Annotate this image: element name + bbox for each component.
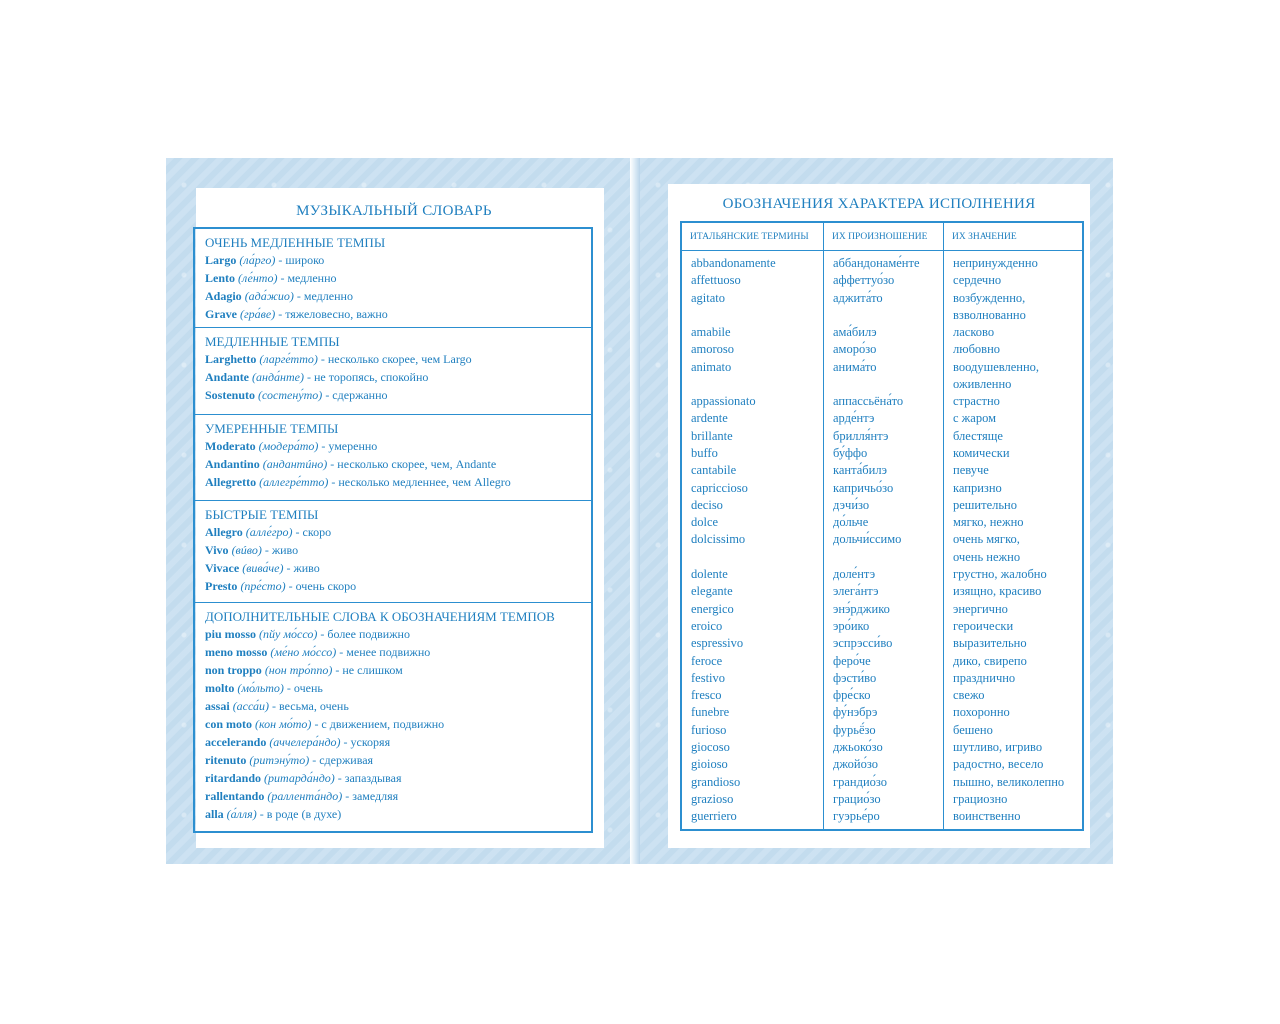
entry-pronunciation: (ме́но мо́ссо) (270, 645, 337, 659)
entry-pronunciation: (кон мо́то) (255, 717, 312, 731)
pronunciation-cell: арде́нтэ (833, 411, 875, 426)
italian-term-cell: buffo (691, 445, 718, 460)
meaning-cell: свежо (953, 688, 985, 703)
meaning-cell: взволнованно (953, 307, 1026, 322)
entry-term: ritardando (205, 771, 262, 785)
italian-term-cell: capriccioso (691, 480, 748, 495)
entry-meaning: - сдерживая (309, 753, 374, 767)
entry-term: Presto (205, 579, 238, 593)
italian-term-cell: feroce (691, 653, 723, 668)
entry-pronunciation: (нон тро́ппо) (264, 663, 333, 677)
left-page-title: МУЗЫКАЛЬНЫЙ СЛОВАРЬ (296, 203, 492, 219)
entry-meaning: - несколько скорее, чем Largo (317, 352, 472, 366)
entry-term: assai (205, 699, 230, 713)
italian-term-cell: funebre (691, 705, 730, 720)
entry-term: ritenuto (205, 753, 247, 767)
meaning-cell: любовно (953, 342, 1001, 357)
pronunciation-cell: феро́че (833, 653, 871, 668)
italian-term-cell: amoroso (691, 342, 735, 357)
entry-pronunciation: (пре́сто) (240, 579, 286, 593)
pronunciation-cell: до́льче (833, 515, 869, 530)
meaning-cell: радостно, весело (953, 757, 1044, 772)
dictionary-entry (205, 541, 591, 559)
entry-term: Largo (205, 253, 237, 267)
entry-pronunciation: (ларге́тто) (259, 352, 318, 366)
entry-pronunciation: (модера́то) (258, 439, 319, 453)
italian-term-cell: appassionato (691, 394, 756, 408)
italian-term-cell: dolce (691, 515, 719, 530)
dictionary-entry (205, 643, 591, 661)
dictionary-entry (205, 523, 591, 541)
entry-meaning: - медленно (277, 271, 337, 285)
entry-meaning: - не торопясь, спокойно (303, 370, 429, 384)
entry-pronunciation: (асса́и) (232, 699, 270, 713)
section-heading: ОЧЕНЬ МЕДЛЕННЫЕ ТЕМПЫ (205, 235, 386, 250)
pronunciation-cell: эро́ико (833, 618, 870, 633)
meaning-cell: очень нежно (953, 549, 1021, 564)
entry-meaning: - живо (283, 561, 320, 575)
meaning-cell: с жаром (953, 411, 997, 426)
pronunciation-cell: канта́билэ (833, 463, 887, 478)
dictionary-entry (205, 455, 591, 473)
pronunciation-cell: аббандонаме́нте (833, 256, 920, 270)
meaning-cell: капризно (953, 480, 1002, 495)
pronunciation-cell: аджита́то (833, 290, 883, 305)
italian-term-cell: brillante (691, 428, 733, 443)
entry-meaning: - умеренно (318, 439, 378, 453)
right-page-title: ОБОЗНАЧЕНИЯ ХАРАКТЕРА ИСПОЛНЕНИЯ (722, 196, 1036, 212)
dictionary-entry (205, 625, 591, 643)
italian-term-cell: elegante (691, 584, 733, 599)
pronunciation-cell: фу́нэбрэ (833, 705, 878, 720)
tempo-section (195, 229, 591, 328)
entry-term: Vivo (205, 543, 229, 557)
tempo-section (195, 501, 591, 603)
tempo-dictionary (193, 227, 593, 833)
dictionary-entry (205, 805, 591, 823)
pronunciation-cell: грандио́зо (833, 774, 888, 789)
pronunciation-cell: джьоко́зо (833, 740, 883, 754)
section-heading: ДОПОЛНИТЕЛЬНЫЕ СЛОВА К ОБОЗНАЧЕНИЯМ ТЕМПОВ (205, 609, 555, 624)
dictionary-entry (205, 287, 591, 305)
italian-term-cell: abbandonamente (691, 256, 776, 270)
italian-term-cell: espressivo (691, 636, 744, 651)
performance-character-table (680, 221, 1084, 831)
dictionary-entry (205, 733, 591, 751)
meaning-cell: грациозно (953, 791, 1008, 806)
entry-pronunciation: (андантúно) (262, 457, 328, 471)
pronunciation-cell: гуэрье́ро (833, 809, 880, 824)
entry-pronunciation: (гра́ве) (240, 307, 276, 321)
pronunciation-cell: аппассьёна́то (833, 394, 904, 408)
entry-term: meno mosso (205, 645, 268, 659)
entry-meaning: - весьма, очень (269, 699, 349, 713)
entry-pronunciation: (мо́льто) (237, 681, 284, 695)
table-header (682, 223, 1082, 251)
entry-meaning: - запаздывая (334, 771, 402, 785)
pronunciation-cell: брилля́нтэ (833, 428, 889, 443)
entry-term: Andante (205, 370, 250, 384)
pronunciation-cell: ама́билэ (833, 325, 877, 339)
entry-pronunciation: (вúво) (231, 543, 262, 557)
entry-pronunciation: (ритарда́ндо) (264, 771, 335, 785)
dictionary-entry (205, 473, 591, 491)
entry-meaning: - живо (261, 543, 299, 557)
entry-pronunciation: (ритэну́то) (249, 753, 310, 767)
dictionary-entry (205, 350, 591, 368)
italian-term-cell: eroico (691, 618, 723, 633)
meaning-cell: ласково (953, 325, 995, 339)
entry-term: Andantino (205, 457, 260, 471)
meaning-cell: непринужденно (953, 256, 1038, 270)
pronunciation-cell: дэчи́зо (833, 497, 870, 512)
entry-pronunciation: (пйу мо́ссо) (259, 627, 318, 641)
pronunciation-cell: доле́нтэ (833, 567, 876, 581)
meaning-cell: певуче (953, 463, 989, 478)
book-gutter (630, 158, 640, 864)
entry-meaning: - замедляя (342, 789, 399, 803)
meaning-cell: выразительно (953, 636, 1027, 651)
italian-term-cell: cantabile (691, 463, 737, 478)
entry-pronunciation: (вива́че) (242, 561, 284, 575)
tempo-section (195, 415, 591, 501)
meaning-cell: воодушевленно, (953, 359, 1040, 374)
entry-pronunciation: (анда́нте) (252, 370, 304, 384)
entry-term: Lento (205, 271, 235, 285)
section-heading: БЫСТРЫЕ ТЕМПЫ (205, 507, 319, 522)
section-heading: МЕДЛЕННЫЕ ТЕМПЫ (205, 334, 340, 349)
tempo-section (195, 328, 591, 415)
dictionary-entry (205, 769, 591, 787)
italian-term-cell: agitato (691, 290, 726, 305)
entry-pronunciation: (а́лля) (226, 807, 257, 821)
italian-term-cell: guerriero (691, 809, 737, 824)
italian-term-cell: giocoso (691, 740, 730, 754)
header-meaning: ИХ ЗНАЧЕНИЕ (952, 232, 1017, 242)
entry-meaning: - медленно (293, 289, 353, 303)
dictionary-entry (205, 787, 591, 805)
entry-pronunciation: (аллегре́тто) (259, 475, 329, 489)
dictionary-entry (205, 661, 591, 679)
dictionary-entry (205, 368, 591, 386)
entry-meaning: - с движением, подвижно (311, 717, 445, 731)
meaning-cell: празднично (953, 670, 1016, 685)
section-heading: УМЕРЕННЫЕ ТЕМПЫ (205, 421, 339, 436)
entry-term: Vivace (205, 561, 240, 575)
entry-meaning: - в роде (в духе) (256, 807, 342, 821)
meaning-cell: решительно (953, 497, 1018, 512)
entry-meaning: - очень (283, 681, 323, 695)
entry-meaning: - скоро (292, 525, 332, 539)
italian-term-cell: amabile (691, 325, 731, 339)
pronunciation-cell: эспрэсси́во (833, 636, 893, 651)
dictionary-entry (205, 269, 591, 287)
entry-pronunciation: (ла́рго) (239, 253, 276, 267)
header-italian-terms: ИТАЛЬЯНСКИЕ ТЕРМИНЫ (690, 232, 809, 242)
italian-term-cell: furioso (691, 722, 727, 737)
dictionary-entry (205, 715, 591, 733)
pronunciation-cell: аффеттуо́зо (833, 273, 895, 288)
meaning-cell: изящно, красиво (953, 584, 1042, 599)
italian-term-cell: deciso (691, 497, 723, 512)
entry-term: non troppo (205, 663, 262, 677)
meaning-cell: пышно, великолепно (953, 774, 1065, 789)
entry-term: Adagio (205, 289, 242, 303)
pronunciation-cell: анима́то (833, 359, 877, 374)
entry-meaning: - несколько медленнее, чем Allegro (328, 475, 511, 489)
dictionary-entry (205, 697, 591, 715)
italian-term-cell: grandioso (691, 774, 741, 789)
meaning-cell: сердечно (953, 273, 1002, 288)
italian-term-cell: energico (691, 601, 734, 616)
entry-term: molto (205, 681, 235, 695)
entry-meaning: - сдержанно (322, 388, 388, 402)
italian-term-cell: affettuoso (691, 273, 741, 288)
meaning-cell: возбужденно, (953, 290, 1026, 305)
meaning-cell: шутливо, игриво (953, 740, 1043, 754)
pronunciation-cell: джойо́зо (833, 757, 878, 772)
pronunciation-cell: элега́нтэ (833, 584, 879, 599)
entry-term: Grave (205, 307, 237, 321)
entry-meaning: - тяжеловесно, важно (275, 307, 388, 321)
dictionary-entry (205, 679, 591, 697)
dictionary-entry (205, 305, 591, 323)
meaning-cell: дико, свирепо (953, 653, 1027, 668)
entry-meaning: - более подвижно (317, 627, 410, 641)
pronunciation-cell: дольчи́ссимо (833, 532, 902, 547)
italian-term-cell: gioioso (691, 757, 728, 772)
pronunciation-cell: энэ́рджико (833, 601, 890, 616)
pronunciation-cell: аморо́зо (833, 342, 877, 357)
entry-meaning: - широко (275, 253, 325, 267)
entry-term: rallentando (205, 789, 265, 803)
entry-meaning: - несколько скорее, чем, Andante (327, 457, 497, 471)
dictionary-entry (205, 751, 591, 769)
tempo-section (195, 603, 591, 835)
entry-meaning: - не слишком (332, 663, 403, 677)
header-pronunciation: ИХ ПРОИЗНОШЕНИЕ (832, 232, 928, 242)
italian-term-cell: festivo (691, 670, 726, 685)
entry-term: Allegro (205, 525, 243, 539)
entry-term: piu mosso (205, 627, 257, 641)
meaning-cell: воинственно (953, 809, 1021, 824)
meaning-cell: энергично (953, 601, 1008, 616)
italian-term-cell: dolente (691, 567, 728, 581)
entry-term: Moderato (205, 439, 256, 453)
entry-term: Allegretto (205, 475, 257, 489)
pronunciation-cell: фурьё́зо (833, 722, 876, 737)
dictionary-entry (205, 559, 591, 577)
entry-term: alla (205, 807, 224, 821)
meaning-cell: оживленно (953, 376, 1012, 391)
entry-term: Sostenuto (205, 388, 256, 402)
meaning-cell: похоронно (953, 705, 1010, 720)
entry-pronunciation: (ле́нто) (238, 271, 278, 285)
meaning-cell: страстно (953, 394, 1000, 408)
dictionary-entry (205, 437, 591, 455)
entry-pronunciation: (алле́гро) (245, 525, 293, 539)
entry-pronunciation: (раллента́ндо) (267, 789, 343, 803)
entry-term: accelerando (205, 735, 267, 749)
meaning-cell: грустно, жалобно (953, 567, 1047, 581)
italian-term-cell: grazioso (691, 791, 734, 806)
entry-term: Larghetto (205, 352, 257, 366)
pronunciation-cell: грацио́зо (833, 791, 881, 806)
dictionary-entry (205, 386, 591, 404)
entry-pronunciation: (состену́то) (258, 388, 323, 402)
pronunciation-cell: капричьо́зо (833, 480, 894, 495)
meaning-cell: очень мягко, (953, 532, 1020, 547)
italian-term-cell: animato (691, 359, 732, 374)
italian-term-cell: ardente (691, 411, 728, 426)
pronunciation-cell: фре́ско (833, 688, 871, 703)
italian-term-cell: dolcissimo (691, 532, 746, 547)
dictionary-entry (205, 251, 591, 269)
pronunciation-cell: бу́ффо (833, 445, 868, 460)
pronunciation-cell: фэсти́во (833, 670, 877, 685)
italian-term-cell: fresco (691, 688, 722, 703)
entry-meaning: - ускоряя (340, 735, 391, 749)
entry-meaning: - менее подвижно (336, 645, 431, 659)
entry-term: con moto (205, 717, 252, 731)
meaning-cell: мягко, нежно (953, 515, 1024, 530)
entry-meaning: - очень скоро (285, 579, 357, 593)
entry-pronunciation: (аччелера́ндо) (269, 735, 341, 749)
meaning-cell: бешено (953, 722, 993, 737)
meaning-cell: героически (953, 618, 1014, 633)
dictionary-entry (205, 577, 591, 595)
meaning-cell: комически (953, 445, 1010, 460)
meaning-cell: блестяще (953, 428, 1003, 443)
entry-pronunciation: (ада́жио) (244, 289, 294, 303)
